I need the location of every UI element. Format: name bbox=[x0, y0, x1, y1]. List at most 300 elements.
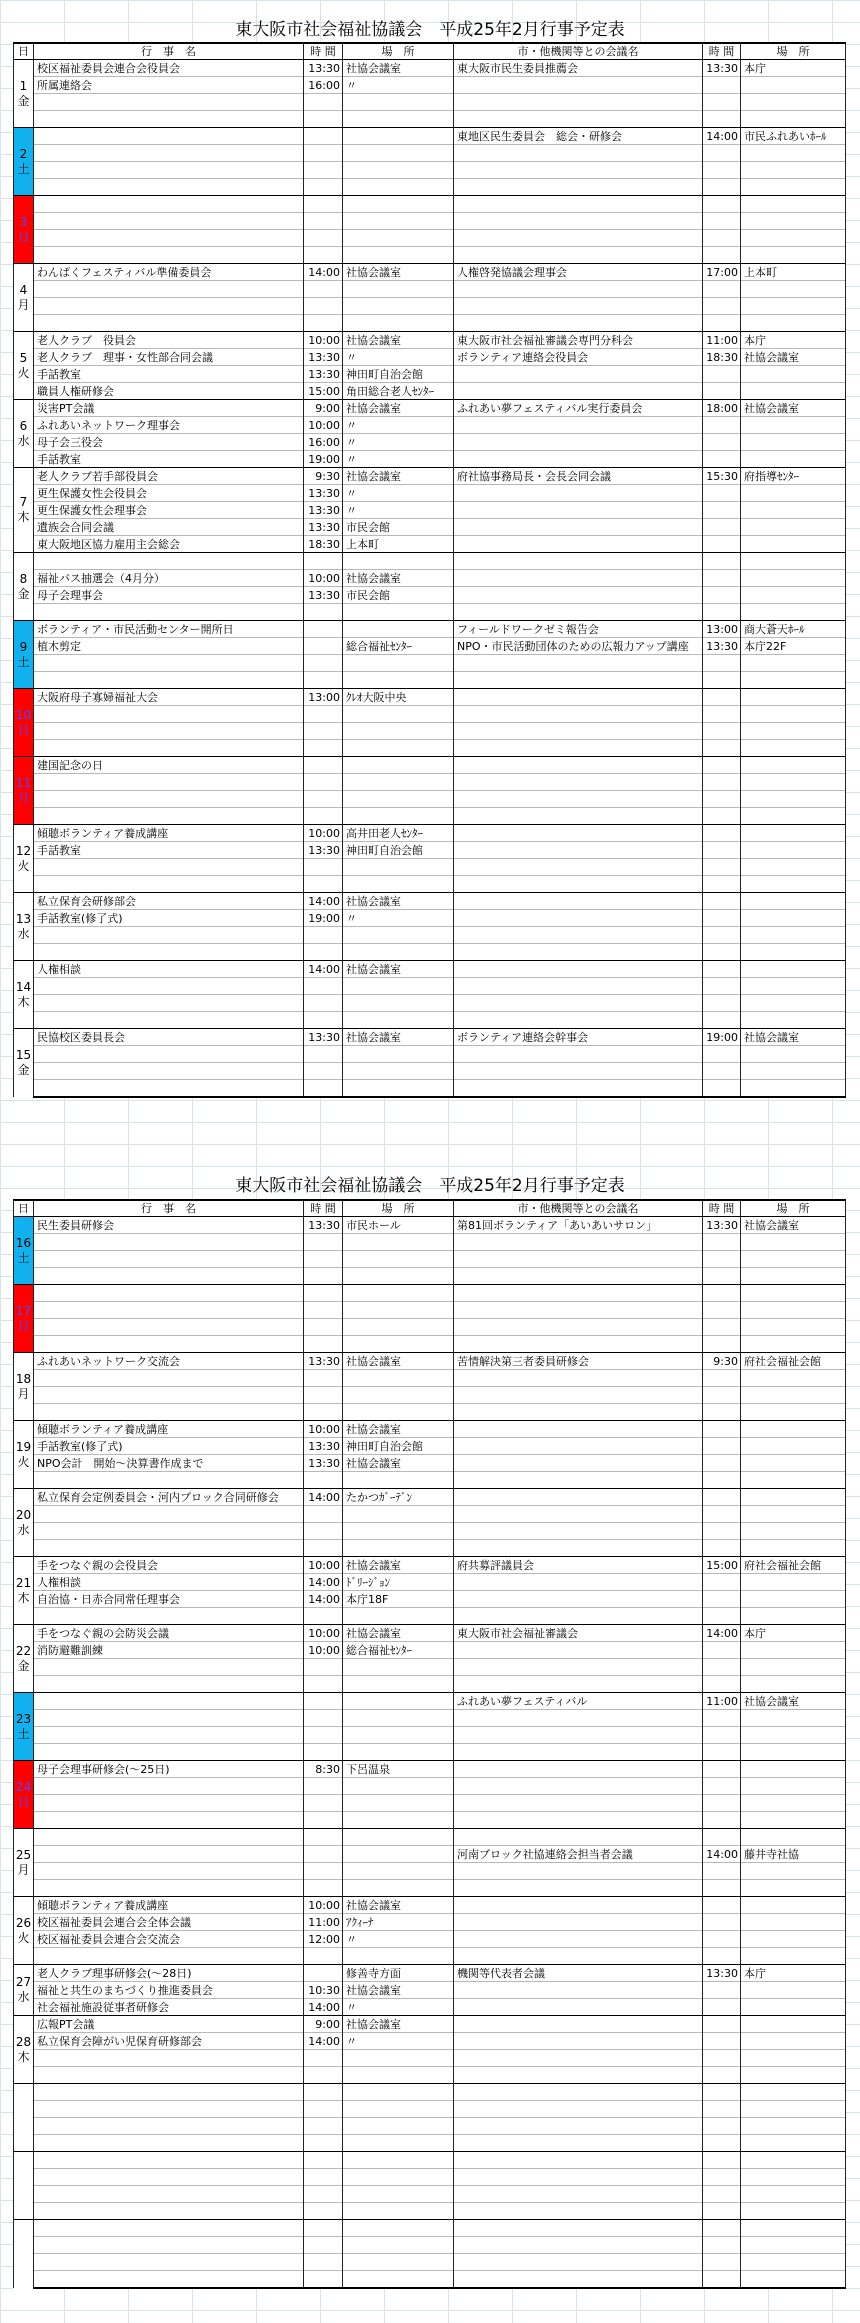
external-meeting-time bbox=[703, 1285, 741, 1302]
external-meeting-name bbox=[454, 1506, 703, 1523]
event-time: 9:00 bbox=[304, 400, 343, 417]
event-name: 災害PT会議 bbox=[34, 400, 304, 417]
table-row bbox=[14, 1421, 846, 1438]
external-meeting-name: ふれあい夢フェスティバル bbox=[454, 1693, 703, 1710]
external-meeting-name bbox=[454, 1642, 703, 1659]
external-meeting-name: 府共募評議員会 bbox=[454, 1557, 703, 1574]
external-meeting-name bbox=[454, 1591, 703, 1608]
table-row bbox=[14, 791, 846, 808]
external-meeting-time bbox=[703, 1540, 741, 1557]
external-meeting-place bbox=[741, 2203, 846, 2220]
external-meeting-time bbox=[703, 94, 741, 111]
event-place: 社協会議室 bbox=[343, 570, 454, 587]
day-cell bbox=[14, 1421, 34, 1489]
external-meeting-time bbox=[703, 1574, 741, 1591]
table-row bbox=[14, 1846, 846, 1863]
external-meeting-place bbox=[741, 1370, 846, 1387]
event-time bbox=[304, 128, 343, 145]
event-name: 私立保育会定例委員会・河内ブロック合同研修会 bbox=[34, 1489, 304, 1506]
event-name bbox=[34, 1540, 304, 1557]
external-meeting-name bbox=[454, 1659, 703, 1676]
external-meeting-time bbox=[703, 1438, 741, 1455]
event-place bbox=[343, 94, 454, 111]
external-meeting-name bbox=[454, 2067, 703, 2084]
event-name bbox=[34, 706, 304, 723]
table-row bbox=[14, 1012, 846, 1029]
event-name bbox=[34, 2101, 304, 2118]
external-meeting-name bbox=[454, 1251, 703, 1268]
event-time bbox=[304, 706, 343, 723]
event-time bbox=[304, 230, 343, 247]
external-meeting-name bbox=[454, 1880, 703, 1897]
external-meeting-time bbox=[703, 519, 741, 536]
external-meeting-place bbox=[741, 893, 846, 910]
day-cell bbox=[14, 825, 34, 893]
external-meeting-time bbox=[703, 1897, 741, 1914]
external-meeting-name bbox=[454, 774, 703, 791]
external-meeting-place bbox=[741, 434, 846, 451]
header-place: 場 所 bbox=[343, 43, 454, 60]
day-cell bbox=[14, 264, 34, 332]
external-meeting-time: 19:00 bbox=[703, 1029, 741, 1046]
external-meeting-place bbox=[741, 1063, 846, 1080]
event-time bbox=[304, 298, 343, 315]
event-time: 9:30 bbox=[304, 468, 343, 485]
table-row bbox=[14, 1046, 846, 1063]
event-place: 社協会議室 bbox=[343, 1421, 454, 1438]
day-number: 13 bbox=[15, 911, 32, 926]
event-name bbox=[34, 995, 304, 1012]
external-meeting-place bbox=[741, 1472, 846, 1489]
header-ext-place: 場 所 bbox=[741, 1200, 846, 1217]
event-place: 神田町自治会館 bbox=[343, 366, 454, 383]
external-meeting-time bbox=[703, 1523, 741, 1540]
external-meeting-name bbox=[454, 1608, 703, 1625]
external-meeting-place bbox=[741, 1710, 846, 1727]
table-row bbox=[14, 638, 846, 655]
external-meeting-place bbox=[741, 1982, 846, 1999]
event-place: 市民会館 bbox=[343, 519, 454, 536]
external-meeting-place bbox=[741, 1489, 846, 1506]
external-meeting-time bbox=[703, 825, 741, 842]
external-meeting-place bbox=[741, 196, 846, 213]
external-meeting-name bbox=[454, 655, 703, 672]
event-name bbox=[34, 859, 304, 876]
event-place bbox=[343, 1880, 454, 1897]
external-meeting-time: 14:00 bbox=[703, 128, 741, 145]
event-name bbox=[34, 1234, 304, 1251]
event-name: 自治協・日赤合同常任理事会 bbox=[34, 1591, 304, 1608]
event-name bbox=[34, 1948, 304, 1965]
table-row bbox=[14, 808, 846, 825]
table-row bbox=[14, 536, 846, 553]
event-time bbox=[304, 672, 343, 689]
event-name bbox=[34, 1846, 304, 1863]
table-row bbox=[14, 128, 846, 145]
table-row bbox=[14, 366, 846, 383]
external-meeting-name bbox=[454, 1914, 703, 1931]
event-name: 手話教室 bbox=[34, 451, 304, 468]
event-time bbox=[304, 1319, 343, 1336]
day-number: 15 bbox=[15, 1048, 32, 1062]
event-name bbox=[34, 876, 304, 893]
weekday-label: 土 bbox=[17, 1250, 30, 1265]
day-cell bbox=[14, 1557, 34, 1625]
external-meeting-name: フィールドワークゼミ報告会 bbox=[454, 621, 703, 638]
event-name bbox=[34, 196, 304, 213]
table-row bbox=[14, 1387, 846, 1404]
event-place bbox=[343, 1046, 454, 1063]
external-meeting-place bbox=[741, 757, 846, 774]
sheet-title: 東大阪市社会福祉協議会 平成25年2月行事予定表 bbox=[235, 1176, 625, 1196]
external-meeting-place bbox=[741, 859, 846, 876]
external-meeting-place bbox=[741, 1897, 846, 1914]
event-place: たかつｶﾞｰﾃﾞﾝ bbox=[343, 1489, 454, 1506]
external-meeting-time bbox=[703, 995, 741, 1012]
external-meeting-name bbox=[454, 1489, 703, 1506]
external-meeting-name bbox=[454, 927, 703, 944]
external-meeting-name bbox=[454, 1982, 703, 1999]
event-time bbox=[304, 621, 343, 638]
event-name: 民協校区委員長会 bbox=[34, 1029, 304, 1046]
event-name: 傾聴ボランティア養成講座 bbox=[34, 1421, 304, 1438]
event-place: 市民ホール bbox=[343, 1217, 454, 1234]
external-meeting-time bbox=[703, 502, 741, 519]
event-time bbox=[304, 1778, 343, 1795]
table-row bbox=[14, 672, 846, 689]
event-time bbox=[304, 179, 343, 196]
schedule-table bbox=[13, 1199, 846, 2289]
table-row bbox=[14, 230, 846, 247]
external-meeting-time: 18:30 bbox=[703, 349, 741, 366]
table-row bbox=[14, 1523, 846, 1540]
day-cell bbox=[14, 1625, 34, 1693]
external-meeting-place bbox=[741, 1268, 846, 1285]
external-meeting-place bbox=[741, 1285, 846, 1302]
event-time: 12:00 bbox=[304, 1931, 343, 1948]
external-meeting-name: 河南ブロック社協連絡会担当者会議 bbox=[454, 1846, 703, 1863]
external-meeting-place bbox=[741, 978, 846, 995]
external-meeting-time bbox=[703, 1012, 741, 1029]
event-name bbox=[34, 2050, 304, 2067]
table-row bbox=[14, 842, 846, 859]
weekday-label: 土 bbox=[17, 161, 30, 176]
table-row bbox=[14, 1455, 846, 1472]
header-day: 日 bbox=[14, 1200, 34, 1217]
table-row bbox=[14, 145, 846, 162]
table-row bbox=[14, 94, 846, 111]
event-time: 10:00 bbox=[304, 1421, 343, 1438]
event-time bbox=[304, 2067, 343, 2084]
event-name bbox=[34, 94, 304, 111]
event-place bbox=[343, 2050, 454, 2067]
external-meeting-place bbox=[741, 2118, 846, 2135]
table-row bbox=[14, 1506, 846, 1523]
table-row bbox=[14, 349, 846, 366]
day-cell bbox=[14, 1217, 34, 1285]
event-place bbox=[343, 1012, 454, 1029]
event-time bbox=[304, 1336, 343, 1353]
external-meeting-place: 府社会福祉会館 bbox=[741, 1353, 846, 1370]
table-row bbox=[14, 111, 846, 128]
event-place bbox=[343, 621, 454, 638]
table-row bbox=[14, 281, 846, 298]
day-number: 21 bbox=[15, 1575, 32, 1590]
event-place: 社協会議室 bbox=[343, 1353, 454, 1370]
external-meeting-name bbox=[454, 757, 703, 774]
event-time: 13:30 bbox=[304, 349, 343, 366]
event-name: 老人クラブ 役員会 bbox=[34, 332, 304, 349]
event-name: 手をつなぐ親の会役員会 bbox=[34, 1557, 304, 1574]
event-time: 18:30 bbox=[304, 536, 343, 553]
day-number: 24 bbox=[15, 1779, 32, 1794]
external-meeting-place: 社協会議室 bbox=[741, 1217, 846, 1234]
event-place bbox=[343, 2135, 454, 2152]
external-meeting-time bbox=[703, 2203, 741, 2220]
event-time: 10:00 bbox=[304, 1897, 343, 1914]
event-name bbox=[34, 808, 304, 825]
event-time bbox=[304, 1829, 343, 1846]
event-name bbox=[34, 740, 304, 757]
external-meeting-time bbox=[703, 876, 741, 893]
day-cell bbox=[14, 621, 34, 689]
weekday-label: 日 bbox=[17, 1794, 30, 1809]
table-row bbox=[14, 604, 846, 621]
external-meeting-name bbox=[454, 1370, 703, 1387]
day-number: 9 bbox=[19, 639, 28, 654]
external-meeting-place bbox=[741, 485, 846, 502]
event-name bbox=[34, 1302, 304, 1319]
event-time: 10:30 bbox=[304, 1982, 343, 1999]
external-meeting-place bbox=[741, 2152, 846, 2169]
table-row bbox=[14, 1251, 846, 1268]
day-cell bbox=[14, 893, 34, 961]
header-event: 行 事 名 bbox=[34, 1200, 304, 1217]
event-name: 建国記念の日 bbox=[34, 757, 304, 774]
table-row bbox=[14, 2152, 846, 2169]
event-name bbox=[34, 1387, 304, 1404]
external-meeting-time: 11:00 bbox=[703, 1693, 741, 1710]
external-meeting-time bbox=[703, 1063, 741, 1080]
event-place bbox=[343, 1846, 454, 1863]
external-meeting-time bbox=[703, 1863, 741, 1880]
table-row bbox=[14, 1574, 846, 1591]
event-time: 14:00 bbox=[304, 264, 343, 281]
external-meeting-time bbox=[703, 1472, 741, 1489]
event-place bbox=[343, 757, 454, 774]
day-cell bbox=[14, 332, 34, 400]
table-row bbox=[14, 1540, 846, 1557]
event-time: 13:30 bbox=[304, 1353, 343, 1370]
external-meeting-time bbox=[703, 1982, 741, 1999]
external-meeting-name bbox=[454, 1012, 703, 1029]
external-meeting-place bbox=[741, 315, 846, 332]
event-name bbox=[34, 791, 304, 808]
table-row bbox=[14, 1880, 846, 1897]
external-meeting-place bbox=[741, 2067, 846, 2084]
external-meeting-time: 13:30 bbox=[703, 60, 741, 77]
external-meeting-place bbox=[741, 1778, 846, 1795]
table-row bbox=[14, 740, 846, 757]
external-meeting-place bbox=[741, 1727, 846, 1744]
event-time bbox=[304, 655, 343, 672]
external-meeting-place bbox=[741, 876, 846, 893]
event-name bbox=[34, 944, 304, 961]
external-meeting-place bbox=[741, 1574, 846, 1591]
weekday-label: 日 bbox=[17, 722, 30, 737]
table-row bbox=[14, 1642, 846, 1659]
event-time bbox=[304, 1472, 343, 1489]
external-meeting-time bbox=[703, 944, 741, 961]
external-meeting-name bbox=[454, 196, 703, 213]
external-meeting-name bbox=[454, 978, 703, 995]
external-meeting-place bbox=[741, 2033, 846, 2050]
table-row bbox=[14, 1080, 846, 1098]
external-meeting-name: NPO・市民活動団体のための広報力アップ講座 bbox=[454, 638, 703, 655]
event-time: 13:30 bbox=[304, 587, 343, 604]
event-time: 13:30 bbox=[304, 60, 343, 77]
external-meeting-place: 商大蒼天ﾎｰﾙ bbox=[741, 621, 846, 638]
external-meeting-time bbox=[703, 417, 741, 434]
weekday-label: 木 bbox=[17, 2049, 30, 2064]
event-time: 14:00 bbox=[304, 961, 343, 978]
event-place bbox=[343, 111, 454, 128]
table-row bbox=[14, 1812, 846, 1829]
external-meeting-name bbox=[454, 1676, 703, 1693]
external-meeting-time bbox=[703, 1404, 741, 1421]
table-row bbox=[14, 1336, 846, 1353]
event-place: 社協会議室 bbox=[343, 1455, 454, 1472]
event-time bbox=[304, 808, 343, 825]
event-place bbox=[343, 281, 454, 298]
external-meeting-place: 社協会議室 bbox=[741, 1029, 846, 1046]
external-meeting-time: 13:30 bbox=[703, 1965, 741, 1982]
external-meeting-place: 本庁 bbox=[741, 332, 846, 349]
table-row bbox=[14, 1319, 846, 1336]
event-name bbox=[34, 1063, 304, 1080]
event-time bbox=[304, 2050, 343, 2067]
event-name bbox=[34, 1285, 304, 1302]
external-meeting-place bbox=[741, 723, 846, 740]
external-meeting-time bbox=[703, 1319, 741, 1336]
event-name bbox=[34, 145, 304, 162]
table-row bbox=[14, 451, 846, 468]
table-row bbox=[14, 196, 846, 213]
event-place bbox=[343, 604, 454, 621]
external-meeting-name bbox=[454, 1080, 703, 1098]
external-meeting-place bbox=[741, 162, 846, 179]
event-time bbox=[304, 2220, 343, 2237]
external-meeting-name bbox=[454, 417, 703, 434]
event-time bbox=[304, 876, 343, 893]
event-time bbox=[304, 2271, 343, 2289]
event-name bbox=[34, 1727, 304, 1744]
event-time bbox=[304, 927, 343, 944]
external-meeting-name bbox=[454, 2203, 703, 2220]
event-time: 13:30 bbox=[304, 366, 343, 383]
external-meeting-time bbox=[703, 1744, 741, 1761]
external-meeting-name bbox=[454, 2237, 703, 2254]
event-place: 高井田老人ｾﾝﾀｰ bbox=[343, 825, 454, 842]
event-name: 消防避難訓練 bbox=[34, 1642, 304, 1659]
day-cell bbox=[14, 689, 34, 757]
external-meeting-name bbox=[454, 77, 703, 94]
event-name: ボランティア・市民活動センター開所日 bbox=[34, 621, 304, 638]
external-meeting-place bbox=[741, 2237, 846, 2254]
event-name bbox=[34, 162, 304, 179]
external-meeting-place bbox=[741, 1421, 846, 1438]
header-ext-time: 時 間 bbox=[703, 43, 741, 60]
event-place: 社協会議室 bbox=[343, 332, 454, 349]
event-place: ｱｸｨｰﾅ bbox=[343, 1914, 454, 1931]
event-place bbox=[343, 2203, 454, 2220]
external-meeting-place: 府指導ｾﾝﾀｰ bbox=[741, 468, 846, 485]
external-meeting-time bbox=[703, 587, 741, 604]
event-place: 〃 bbox=[343, 485, 454, 502]
event-name bbox=[34, 1778, 304, 1795]
event-time bbox=[304, 604, 343, 621]
weekday-label: 火 bbox=[17, 1930, 30, 1945]
external-meeting-time bbox=[703, 451, 741, 468]
event-place bbox=[343, 1387, 454, 1404]
event-name: 福祉と共生のまちづくり推進委員会 bbox=[34, 1982, 304, 1999]
event-time bbox=[304, 723, 343, 740]
external-meeting-time bbox=[703, 1829, 741, 1846]
external-meeting-place bbox=[741, 553, 846, 570]
event-place bbox=[343, 213, 454, 230]
external-meeting-name: ボランティア連絡会幹事会 bbox=[454, 1029, 703, 1046]
external-meeting-name bbox=[454, 1336, 703, 1353]
day-number: 25 bbox=[15, 1847, 32, 1862]
day-cell bbox=[14, 1693, 34, 1761]
external-meeting-name bbox=[454, 230, 703, 247]
day-cell bbox=[14, 2084, 34, 2152]
event-time bbox=[304, 2152, 343, 2169]
event-place: 社協会議室 bbox=[343, 2016, 454, 2033]
event-time: 13:00 bbox=[304, 689, 343, 706]
event-place: 社協会議室 bbox=[343, 400, 454, 417]
day-cell bbox=[14, 468, 34, 553]
table-row bbox=[14, 1761, 846, 1778]
external-meeting-time bbox=[703, 281, 741, 298]
external-meeting-place bbox=[741, 247, 846, 264]
day-number: 22 bbox=[15, 1643, 32, 1658]
header-day: 日 bbox=[14, 43, 34, 60]
event-place: 〃 bbox=[343, 349, 454, 366]
event-time bbox=[304, 247, 343, 264]
day-number: 18 bbox=[15, 1371, 32, 1386]
external-meeting-name bbox=[454, 740, 703, 757]
external-meeting-time bbox=[703, 213, 741, 230]
event-place: 社協会議室 bbox=[343, 468, 454, 485]
day-number: 10 bbox=[15, 707, 32, 722]
event-name: 人権相談 bbox=[34, 961, 304, 978]
event-place bbox=[343, 1744, 454, 1761]
event-name: 人権相談 bbox=[34, 1574, 304, 1591]
external-meeting-time: 13:00 bbox=[703, 621, 741, 638]
schedule-table bbox=[13, 42, 846, 1098]
table-row bbox=[14, 1727, 846, 1744]
event-time bbox=[304, 2254, 343, 2271]
external-meeting-time bbox=[703, 791, 741, 808]
external-meeting-place bbox=[741, 145, 846, 162]
event-place: 修善寺方面 bbox=[343, 1965, 454, 1982]
event-time bbox=[304, 94, 343, 111]
external-meeting-name bbox=[454, 1063, 703, 1080]
external-meeting-time bbox=[703, 978, 741, 995]
external-meeting-name bbox=[454, 1778, 703, 1795]
table-row bbox=[14, 60, 846, 77]
